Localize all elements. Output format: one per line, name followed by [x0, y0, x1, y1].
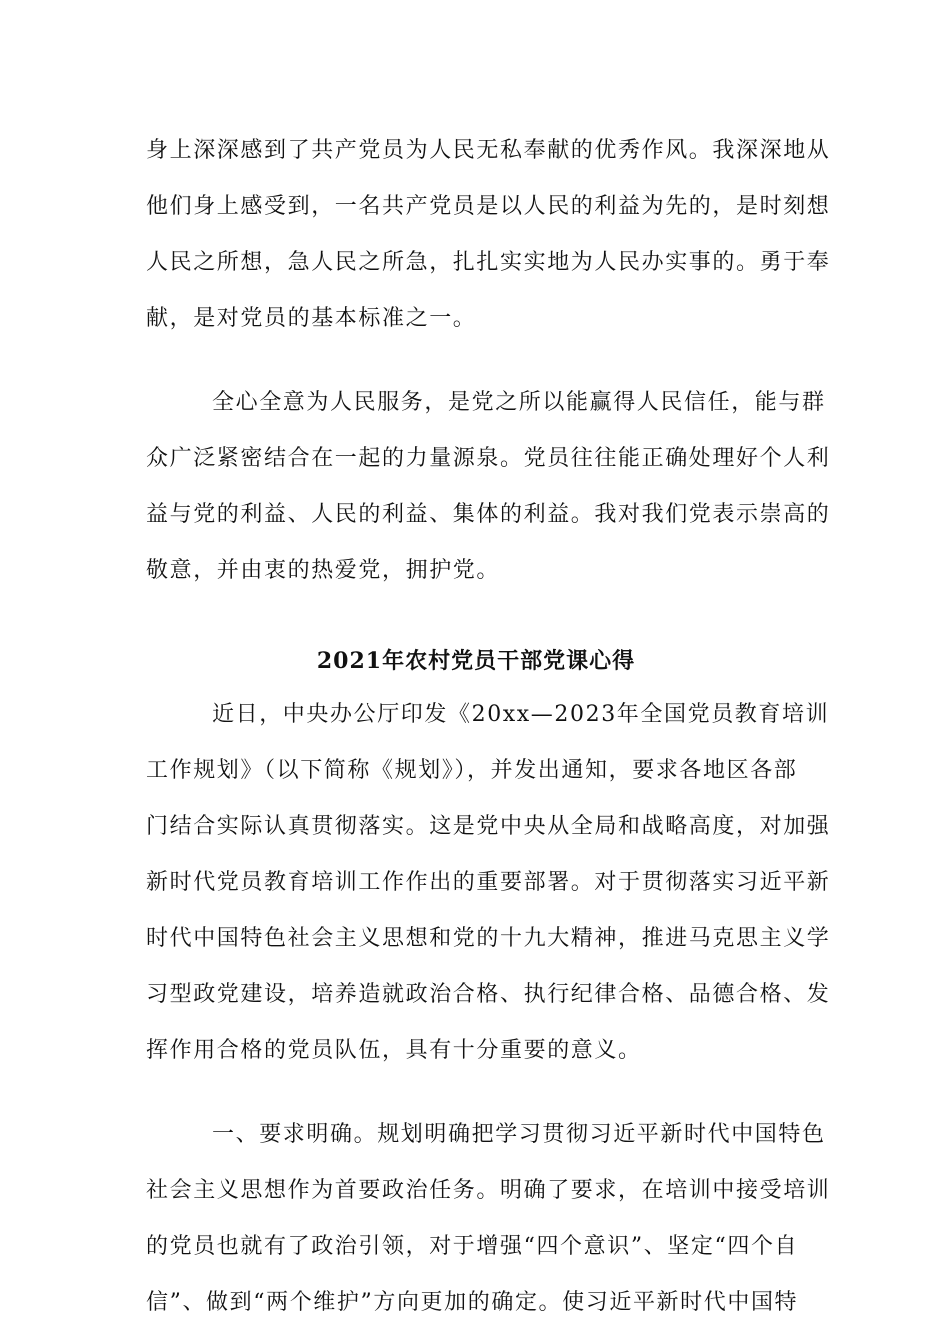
text-line: 新时代党员教育培训工作作出的重要部署。对于贯彻落实习近平新: [146, 870, 831, 895]
text-line: 敬意，并由衷的热爱党，拥护党。: [146, 558, 501, 583]
text-line: 他们身上感受到，一名共产党员是以人民的利益为先的，是时刻想: [146, 194, 831, 219]
text-line: 献，是对党员的基本标准之一。: [146, 306, 477, 331]
paragraph-2: [146, 375, 831, 599]
text-line: 的党员也就有了政治引领，对于增强“四个意识”、坚定“四个自: [146, 1234, 799, 1259]
text-line: 全心全意为人民服务，是党之所以能赢得人民信任，能与群: [212, 390, 826, 415]
text-line: 近日，中央办公厅印发《20xx—2023年全国党员教育培训: [212, 702, 830, 727]
text-line: 一、要求明确。规划明确把学习贯彻习近平新时代中国特色: [212, 1122, 826, 1147]
text-line: 工作规划》（以下简称《规划》），并发出通知，要求各地区各部: [146, 758, 798, 783]
text-line: 益与党的利益、人民的利益、集体的利益。我对我们党表示崇高的: [146, 502, 831, 527]
paragraph-spacer: [146, 347, 806, 375]
paragraph-4: [146, 1107, 831, 1331]
paragraph-1: [146, 123, 831, 347]
text-line: 众广泛紧密结合在一起的力量源泉。党员往往能正确处理好个人利: [146, 446, 831, 471]
text-line: 门结合实际认真贯彻落实。这是党中央从全局和战略高度，对加强: [146, 814, 831, 839]
text-line: 挥作用合格的党员队伍，具有十分重要的意义。: [146, 1038, 642, 1063]
text-line: 人民之所想，急人民之所急，扎扎实实地为人民办实事的。勇于奉: [146, 250, 831, 275]
paragraph-3: [146, 687, 831, 1079]
text-line: 信”、做到“两个维护”方向更加的确定。使习近平新时代中国特: [146, 1290, 799, 1315]
paragraph-spacer: [146, 599, 806, 635]
text-line: 时代中国特色社会主义思想和党的十九大精神，推进马克思主义学: [146, 926, 831, 951]
text-line: 社会主义思想作为首要政治任务。明确了要求，在培训中接受培训: [146, 1178, 831, 1203]
text-line: 身上深深感到了共产党员为人民无私奉献的优秀作风。我深深地从: [146, 138, 831, 163]
paragraph-spacer: [146, 1079, 806, 1107]
section-title: 2021年农村党员干部党课心得: [316, 648, 636, 674]
text-line: 习型政党建设，培养造就政治合格、执行纪律合格、品德合格、发: [146, 982, 831, 1007]
document-body: [146, 123, 831, 1331]
